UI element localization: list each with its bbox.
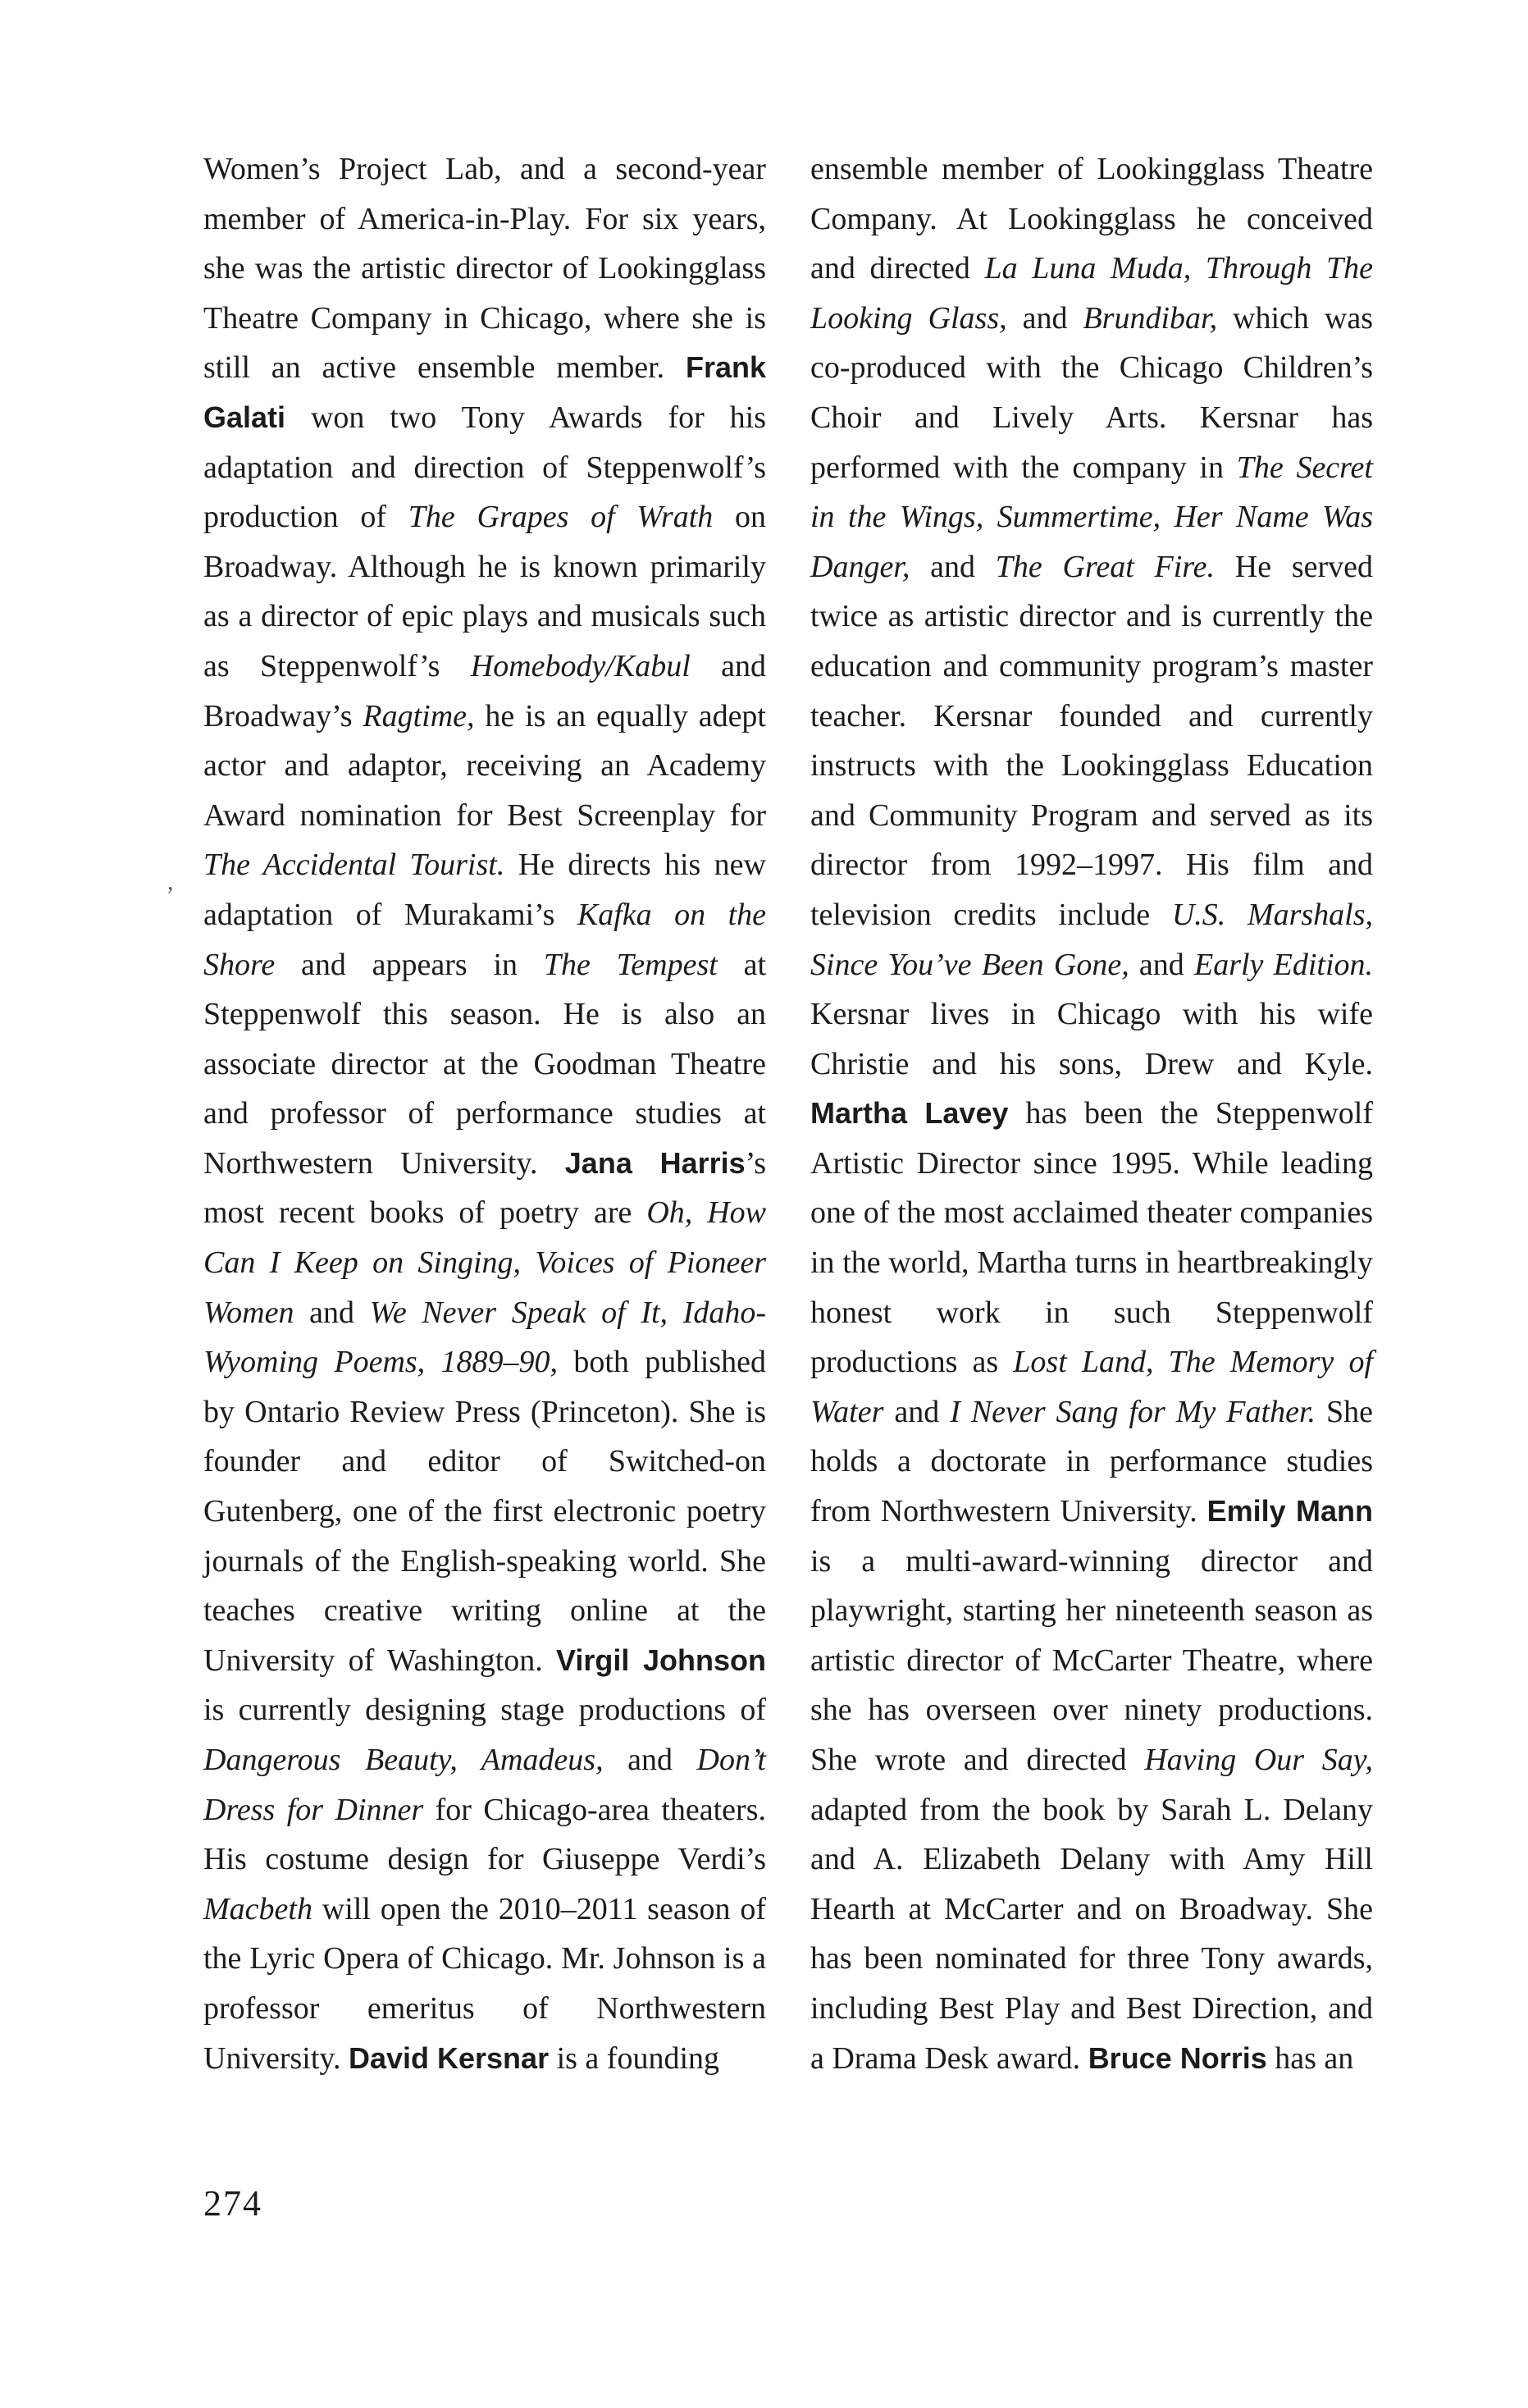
bio-name-frank-galati: Frank Galati (203, 350, 766, 434)
bio-name-emily-mann: Emily Mann (1206, 1494, 1374, 1528)
left-column (203, 144, 766, 2083)
margin-mark: , (167, 868, 174, 895)
bio-name-bruce-norris: Bruce Norris (1088, 2040, 1267, 2075)
page-number: 274 (203, 2183, 262, 2223)
bio-name-jana-harris: Jana Harris (564, 1145, 746, 1180)
biography-text: ensemble member of Lookingglass Theatre Company. At Lookingglass he conceived and directed La Luna Muda, Through The Looking Glass, and Brundibar, which was co-produced with the Chicago Children’s Choir and Lively Arts. Kersnar has performed with the company in The Secret in the Wings, Summertime, Her Name Was Danger, and The Great Fire. He served twice as artistic director and is currently the education and community program’s master teacher. Kersnar founded and currently instructs with the Lookingglass Education and Community Program and served as its director from 1992–1997. His film and television credits include U.S. Marshals, Since You’ve Been Gone, and Early Edition. Kersnar lives in Chicago with his wife Christie and his sons, Drew and Kyle. Martha Lavey has been the Steppenwolf Artistic Director since 1995. While leading one of the most acclaimed theater companies in the world, Martha turns in heartbreakingly honest work in such Steppenwolf productions as Lost Land, The Memory of Water and I Never Sang for My Father. She holds a doctorate in performance studies from Northwestern University. Emily Mann is a multi-award-winning director and playwright, starting her nineteenth season as artistic director of McCarter Theatre, where she has overseen over ninety productions. She wrote and directed Having Our Say, adapted from the book by Sarah L. Delany and A. Elizabeth Delany with Amy Hill Hearth at McCarter and on Broadway. She has been nominated for three Tony awards, including Best Play and Best Direction, and a Drama Desk award. Bruce Norris has an (810, 152, 1374, 2076)
bio-name-martha-lavey: Martha Lavey (810, 1096, 1009, 1131)
biography-text: Women’s Project Lab, and a second-year member of America-in-Play. For six years, she was the artistic director of Lookingglass Theatre Company in Chicago, where she is still an active ensemble member. Frank Galati won two Tony Awards for his adaptation and direction of Steppenwolf’s production of The Grapes of Wrath on Broadway. Although he is known primarily as a director of epic plays and musicals such as Steppenwolf’s Homebody/Kabul and Broadway’s Ragtime, he is an equally adept actor and adaptor, receiving an Academy Award nomination for Best Screenplay for The Accidental Tourist. He directs his new adaptation of Murakami’s Kafka on the Shore and appears in The Tempest at Steppenwolf this season. He is also an associate director at the Goodman Theatre and professor of performance studies at Northwestern University. Jana Harris’s most recent books of poetry are Oh, How Can I Keep on Singing, Voices of Pioneer Women and We Never Speak of It, Idaho-Wyoming Poems, 1889–90, both published by Ontario Review Press (Princeton). She is founder and editor of Switched-on Gutenberg, one of the first electronic poetry journals of the English-speaking world. She teaches creative writing online at the University of Washington. Virgil Johnson is currently designing stage productions of Dangerous Beauty, Amadeus, and Don’t Dress for Dinner for Chicago-area theaters. His costume design for Giuseppe Verdi’s Macbeth will open the 2010–2011 season of the Lyric Opera of Chicago. Mr. Johnson is a professor emeritus of Northwestern University. David Kersnar is a founding (203, 152, 767, 2076)
bio-name-virgil-johnson: Virgil Johnson (555, 1643, 767, 1677)
intro-text: Women’s Project Lab, and a second-year member of America-in-Play. For six years, she was the artistic director of Lookingglass Theatre Company in Chicago, where she is still an active ensemble member. (203, 152, 766, 386)
bio-name-david-kersnar: David Kersnar (348, 2040, 550, 2075)
right-column (810, 144, 1373, 2083)
